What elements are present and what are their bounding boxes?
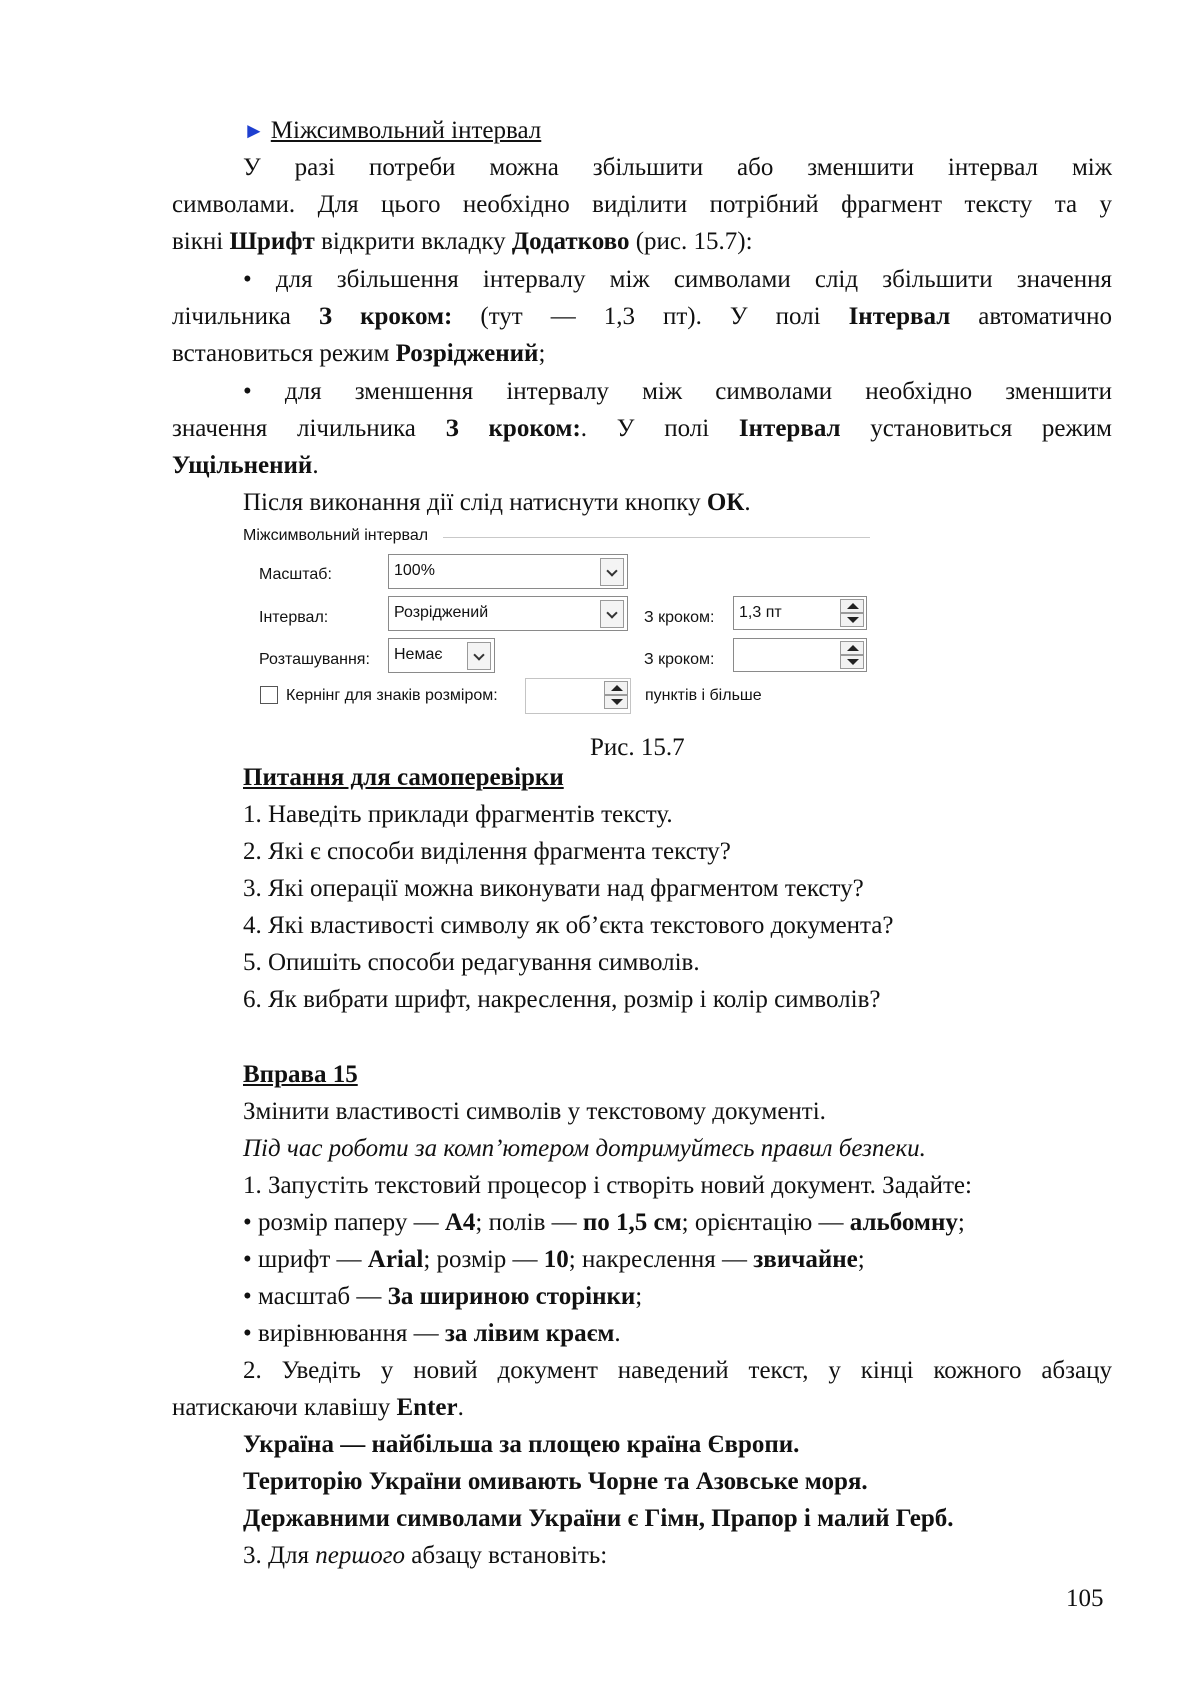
scale-label: Масштаб: (259, 566, 332, 583)
chevron-down-icon[interactable] (467, 642, 491, 670)
question-item: 4. Які властивості символу як об’єкта текстового документа? (243, 912, 894, 939)
question-item: 6. Як вибрати шрифт, накреслення, розмір і колір символів? (243, 986, 881, 1013)
kerning-spinner[interactable] (525, 678, 631, 714)
character-spacing-dialog (243, 522, 873, 722)
intro-line-2: символами. Для цього необхідно виділити потрібний фрагмент тексту та у (172, 191, 1112, 218)
bullet1-line-3: встановиться режим Розріджений; (172, 340, 546, 367)
bullet1-line-2: лічильника З кроком: (тут — 1,3 пт). У полі Інтервал автоматично (172, 303, 1112, 330)
bullet2-line-1: • для зменшення інтервалу між символами необхідно зменшити (243, 378, 1112, 405)
exercise-bullet-scale: • масштаб — За шириною сторінки; (243, 1283, 643, 1310)
page-number: 105 (1066, 1585, 1104, 1612)
dialog-divider (443, 537, 870, 538)
exercise-goal: Змінити властивості символів у текстовому документі. (243, 1098, 826, 1125)
spacing-label: Інтервал: (259, 609, 329, 626)
exercise-step1: 1. Запустіть текстовий процесор і створіть новий документ. Задайте: (243, 1172, 972, 1199)
triangle-right-icon: ► (243, 118, 265, 143)
question-item: 2. Які є способи виділення фрагмента тексту? (243, 838, 731, 865)
intro-line-3: вікні Шрифт відкрити вкладку Додатково (рис. 15.7): (172, 228, 753, 255)
bullet2-line-2: значення лічильника З кроком:. У полі Інтервал установиться режим (172, 415, 1113, 442)
step2-spinner[interactable] (733, 638, 867, 672)
intro-line-1: У разі потреби можна збільшити або зменшити інтервал між (243, 154, 1112, 181)
step2-label: З кроком: (644, 651, 715, 668)
spacing-value: Розріджений (394, 604, 489, 621)
spacing-select[interactable] (388, 596, 628, 631)
bullet1-line-1: • для збільшення інтервалу між символами слід збільшити значення (243, 266, 1112, 293)
spinner-arrows-icon[interactable] (840, 641, 864, 669)
kerning-label: Кернінг для знаків розміром: (286, 687, 498, 704)
step1-spinner[interactable] (733, 596, 867, 630)
exercise-heading: Вправа 15 (243, 1061, 358, 1088)
step1-label: З кроком: (644, 609, 715, 626)
kerning-suffix: пунктів і більше (645, 687, 762, 704)
exercise-step2-line-1: 2. Уведіть у новий документ наведений текст, у кінці кожного абзацу (243, 1357, 1112, 1384)
question-item: 1. Наведіть приклади фрагментів тексту. (243, 801, 673, 828)
spinner-arrows-icon[interactable] (604, 681, 628, 709)
kerning-checkbox[interactable] (260, 686, 278, 704)
exercise-bullet-paper: • розмір паперу — А4; полів — по 1,5 см; орієнтацію — альбомну; (243, 1209, 965, 1236)
question-item: 3. Які операції можна виконувати над фрагментом тексту? (243, 875, 864, 902)
exercise-step2-line-2: натискаючи клавішу Enter. (172, 1394, 464, 1421)
spinner-arrows-icon[interactable] (840, 599, 864, 627)
sample-text-3: Державними символами України є Гімн, Прапор і малий Герб. (243, 1505, 954, 1532)
position-select[interactable] (388, 638, 495, 673)
exercise-bullet-align: • вирівнювання — за лівим краєм. (243, 1320, 621, 1347)
position-label: Розташування: (259, 651, 370, 668)
after-line: Після виконання дії слід натиснути кнопку ОК. (243, 489, 751, 516)
exercise-safety: Під час роботи за комп’ютером дотримуйтесь правил безпеки. (243, 1135, 926, 1162)
scale-value: 100% (394, 562, 435, 579)
exercise-step3: 3. Для першого абзацу встановіть: (243, 1542, 608, 1569)
position-value: Немає (394, 646, 443, 663)
sample-text-2: Територію України омивають Чорне та Азовське моря. (243, 1468, 868, 1495)
scale-select[interactable] (388, 554, 628, 589)
dialog-header: Міжсимвольний інтервал (243, 527, 429, 544)
sample-text-1: Україна — найбільша за площею країна Європи. (243, 1431, 800, 1458)
chevron-down-icon[interactable] (600, 558, 624, 586)
chevron-down-icon[interactable] (600, 600, 624, 628)
bullet2-line-3: Ущільнений. (172, 452, 319, 479)
section-heading: ► Міжсимвольний інтервал (243, 117, 542, 144)
questions-heading: Питання для самоперевірки (243, 764, 564, 791)
question-item: 5. Опишіть способи редагування символів. (243, 949, 700, 976)
step1-value: 1,3 пт (739, 604, 782, 621)
exercise-bullet-font: • шрифт — Arial; розмір — 10; накреслення — звичайне; (243, 1246, 865, 1273)
figure-caption: Рис. 15.7 (590, 734, 685, 761)
